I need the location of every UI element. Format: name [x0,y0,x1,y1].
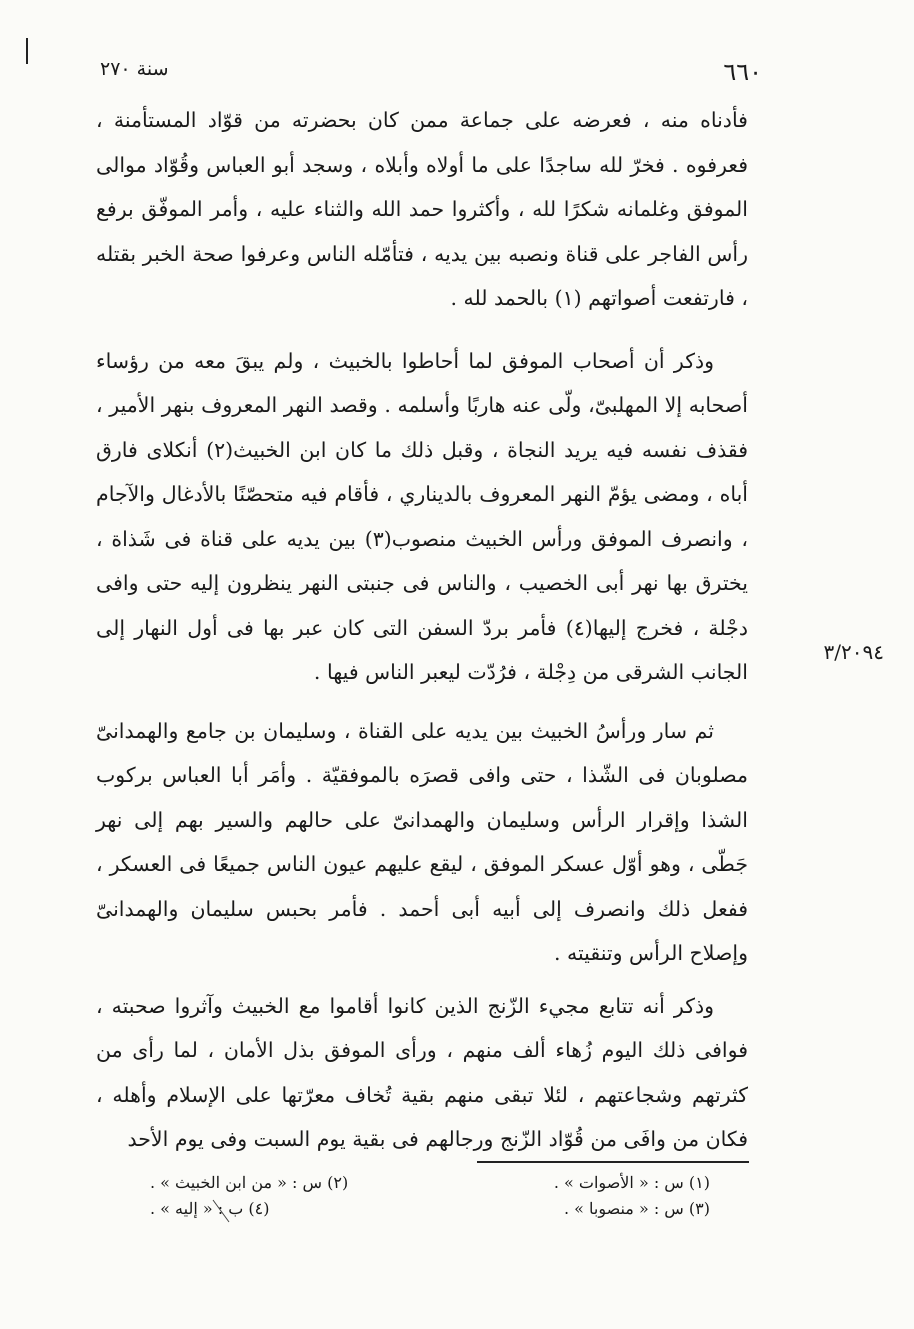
margin-line [26,38,28,64]
page-number: ٦٦٠ [723,58,762,86]
footnote-divider [477,1161,749,1163]
footnote-1: (١) س : « الأصوات » . [553,1173,710,1192]
paragraph-2: وذكر أن أصحاب الموفق لما أحاطوا بالخبيث ، ولم يبقَ معه من رؤساء أصحابه إلا المهلبىّ، ولّى عنه هاربًا وأسلمه . وقصد النهر المعروف بنهر الأمير ، فقذف نفسه فيه يريد النجاة ، وقبل ذلك ما كان ابن الخبيث(٢) أنكلاى فارق أباه ، ومضى يؤمّ النهر المعروف بالديناري ، فأقام فيه متحصّنًا بالأدغال والآجام ، وانصرف الموفق ورأس الخبيث منصوب(٣) بين يديه على قناة فى شَذاة ، يخترق بها نهر أبى الخصيب ، والناس فى جنبتى النهر ينظرون إليه حتى وافى دجْلة ، فخرج إليها(٤) فأمر بردّ السفن التى كان عبر بها فى أول النهار إلى الجانب الشرقى من دِجْلة ، فرُدّت ليعبر الناس فيها . [96,348,748,684]
footnote-row [150,1196,710,1222]
margin-reference: ٣/٢٠٩٤ [823,640,884,664]
paragraph-1: فأدناه منه ، فعرضه على جماعة ممن كان بحضرته من قوّاد المستأمنة ، فعرفوه . فخرّ لله ساجدًا على ما أولاه وأبلاه ، وسجد أبو العباس وقُوّاد موالى الموفق وغلمانه شكرًا لله ، وأكثروا حمد الله والثناء عليه ، وأمر الموفّق برفع رأس الفاجر على قناة ونصبه بين يديه ، فتأمّله الناس وعرفوا صحة الخبر بقتله ، فارتفعت أصواتهم (١) بالحمد لله . [96,108,748,310]
running-header-year: سنة ٢٧٠ [100,58,169,80]
footnote-2: (٢) س : « من ابن الخبيث » . [150,1173,349,1192]
main-text [96,98,748,1162]
footnote-4: (٤) ب : « إليه » . [150,1199,270,1218]
pencil-mark-icon [210,1198,232,1224]
paragraph-4: وذكر أنه تتابع مجيء الزّنج الذين كانوا أقاموا مع الخبيث وآثروا صحبته ، فوافى ذلك اليوم زُهاء ألف منهم ، ورأى الموفق بذل الأمان ، لما رأى من كثرتهم وشجاعتهم ، لئلا تبقى منهم بقية تُخاف معرّتها على الإسلام وأهله ، فكان من وافَى من قُوّاد الزّنج ورجالهم فى بقية يوم السبت وفى يوم الأحد [96,993,748,1151]
footnote-row [150,1170,710,1196]
paragraph-3: ثم سار ورأسُ الخبيث بين يديه على القناة ، وسليمان بن جامع والهمدانىّ مصلوبان فى الشّذا ، حتى وافى قصرَه بالموفقيّة . وأمَر أبا العباس بركوب الشذا وإقرار الرأس وسليمان والهمدانىّ على حالهم والسير بهم إلى نهر جَطّى ، وهو أوّل عسكر الموفق ، ليقع عليهم عيون الناس جميعًا فى العسكر ، ففعل ذلك وانصرف إلى أبيه أبى أحمد . فأمر بحبس سليمان والهمدانىّ وإصلاح الرأس وتنقيته . [96,718,748,965]
footnote-3: (٣) س : « منصوبا » . [563,1199,710,1218]
footnotes [150,1170,710,1222]
